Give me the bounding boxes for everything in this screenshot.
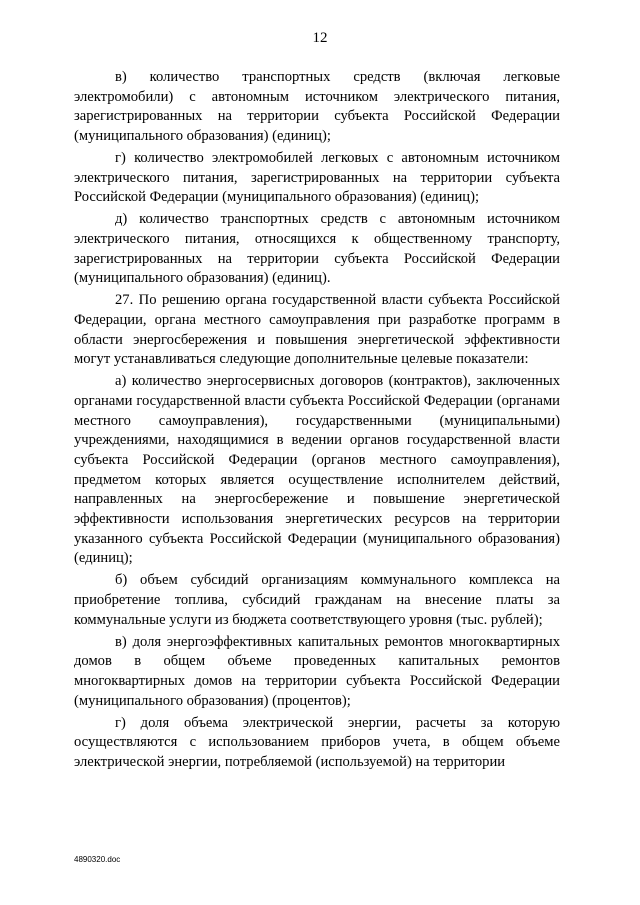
paragraph-d-public-transport: д) количество транспортных средств с автономным источником электрического питания, относящихся к общественному транспорту, зарегистрированных на территории субъекта Российской Федерации (муниципального образования) (единиц). [74, 211, 560, 287]
paragraph-a-energy-service-contracts: а) количество энергосервисных договоров (контрактов), заключенных органами государственной власти субъекта Российской Федерации (органами местного самоуправления), государственными (муниципальными) учреждениями, находящимися в ведении органов государственной власти субъекта Российской Федерации (органов местного самоуправления), предметом которых является осуществление исполнителем действий, направленных на энергосбережение и повышение энергетической эффективности использования энергетических ресурсов на территории указанного субъекта Российской Федерации (муниципального образования) (единиц); [74, 373, 560, 567]
page-number: 12 [312, 30, 328, 46]
paragraph-v-capital-repairs: в) доля энергоэффективных капитальных ремонтов многоквартирных домов в общем объеме проведенных капитальных ремонтов многоквартирных домов на территории субъекта Российской Федерации (муниципального образования) (процентов); [74, 633, 560, 709]
paragraph-g-electric-cars: г) количество электромобилей легковых с автономным источником электрического питания, зарегистрированных на территории субъекта Российской Федерации (муниципального образования) (единиц); [74, 150, 560, 206]
document-footer-code: 4890320.doc [74, 855, 121, 864]
paragraph-v-vehicles: в) количество транспортных средств (включая легковые электромобили) с автономным источником электрического питания, зарегистрированных на территории субъекта Российской Федерации (муниципального образования) (единиц); [74, 69, 560, 144]
paragraph-27-additional-indicators: 27. По решению органа государственной власти субъекта Российской Федерации, органа местного самоуправления при разработке программ в области энергосбережения и повышения энергетической эффективности могут устанавливаться следующие дополнительные целевые показатели: [74, 292, 560, 368]
paragraph-g-electricity-metering: г) доля объема электрической энергии, расчеты за которую осуществляются с использованием приборов учета, в общем объеме электрической энергии, потребляемой (используемой) на территории [74, 714, 560, 771]
document-body [74, 68, 560, 775]
paragraph-b-subsidies: б) объем субсидий организациям коммунального комплекса на приобретение топлива, субсидий гражданам на внесение платы за коммунальные услуги из бюджета соответствующего уровня (тыс. рублей); [74, 572, 560, 628]
